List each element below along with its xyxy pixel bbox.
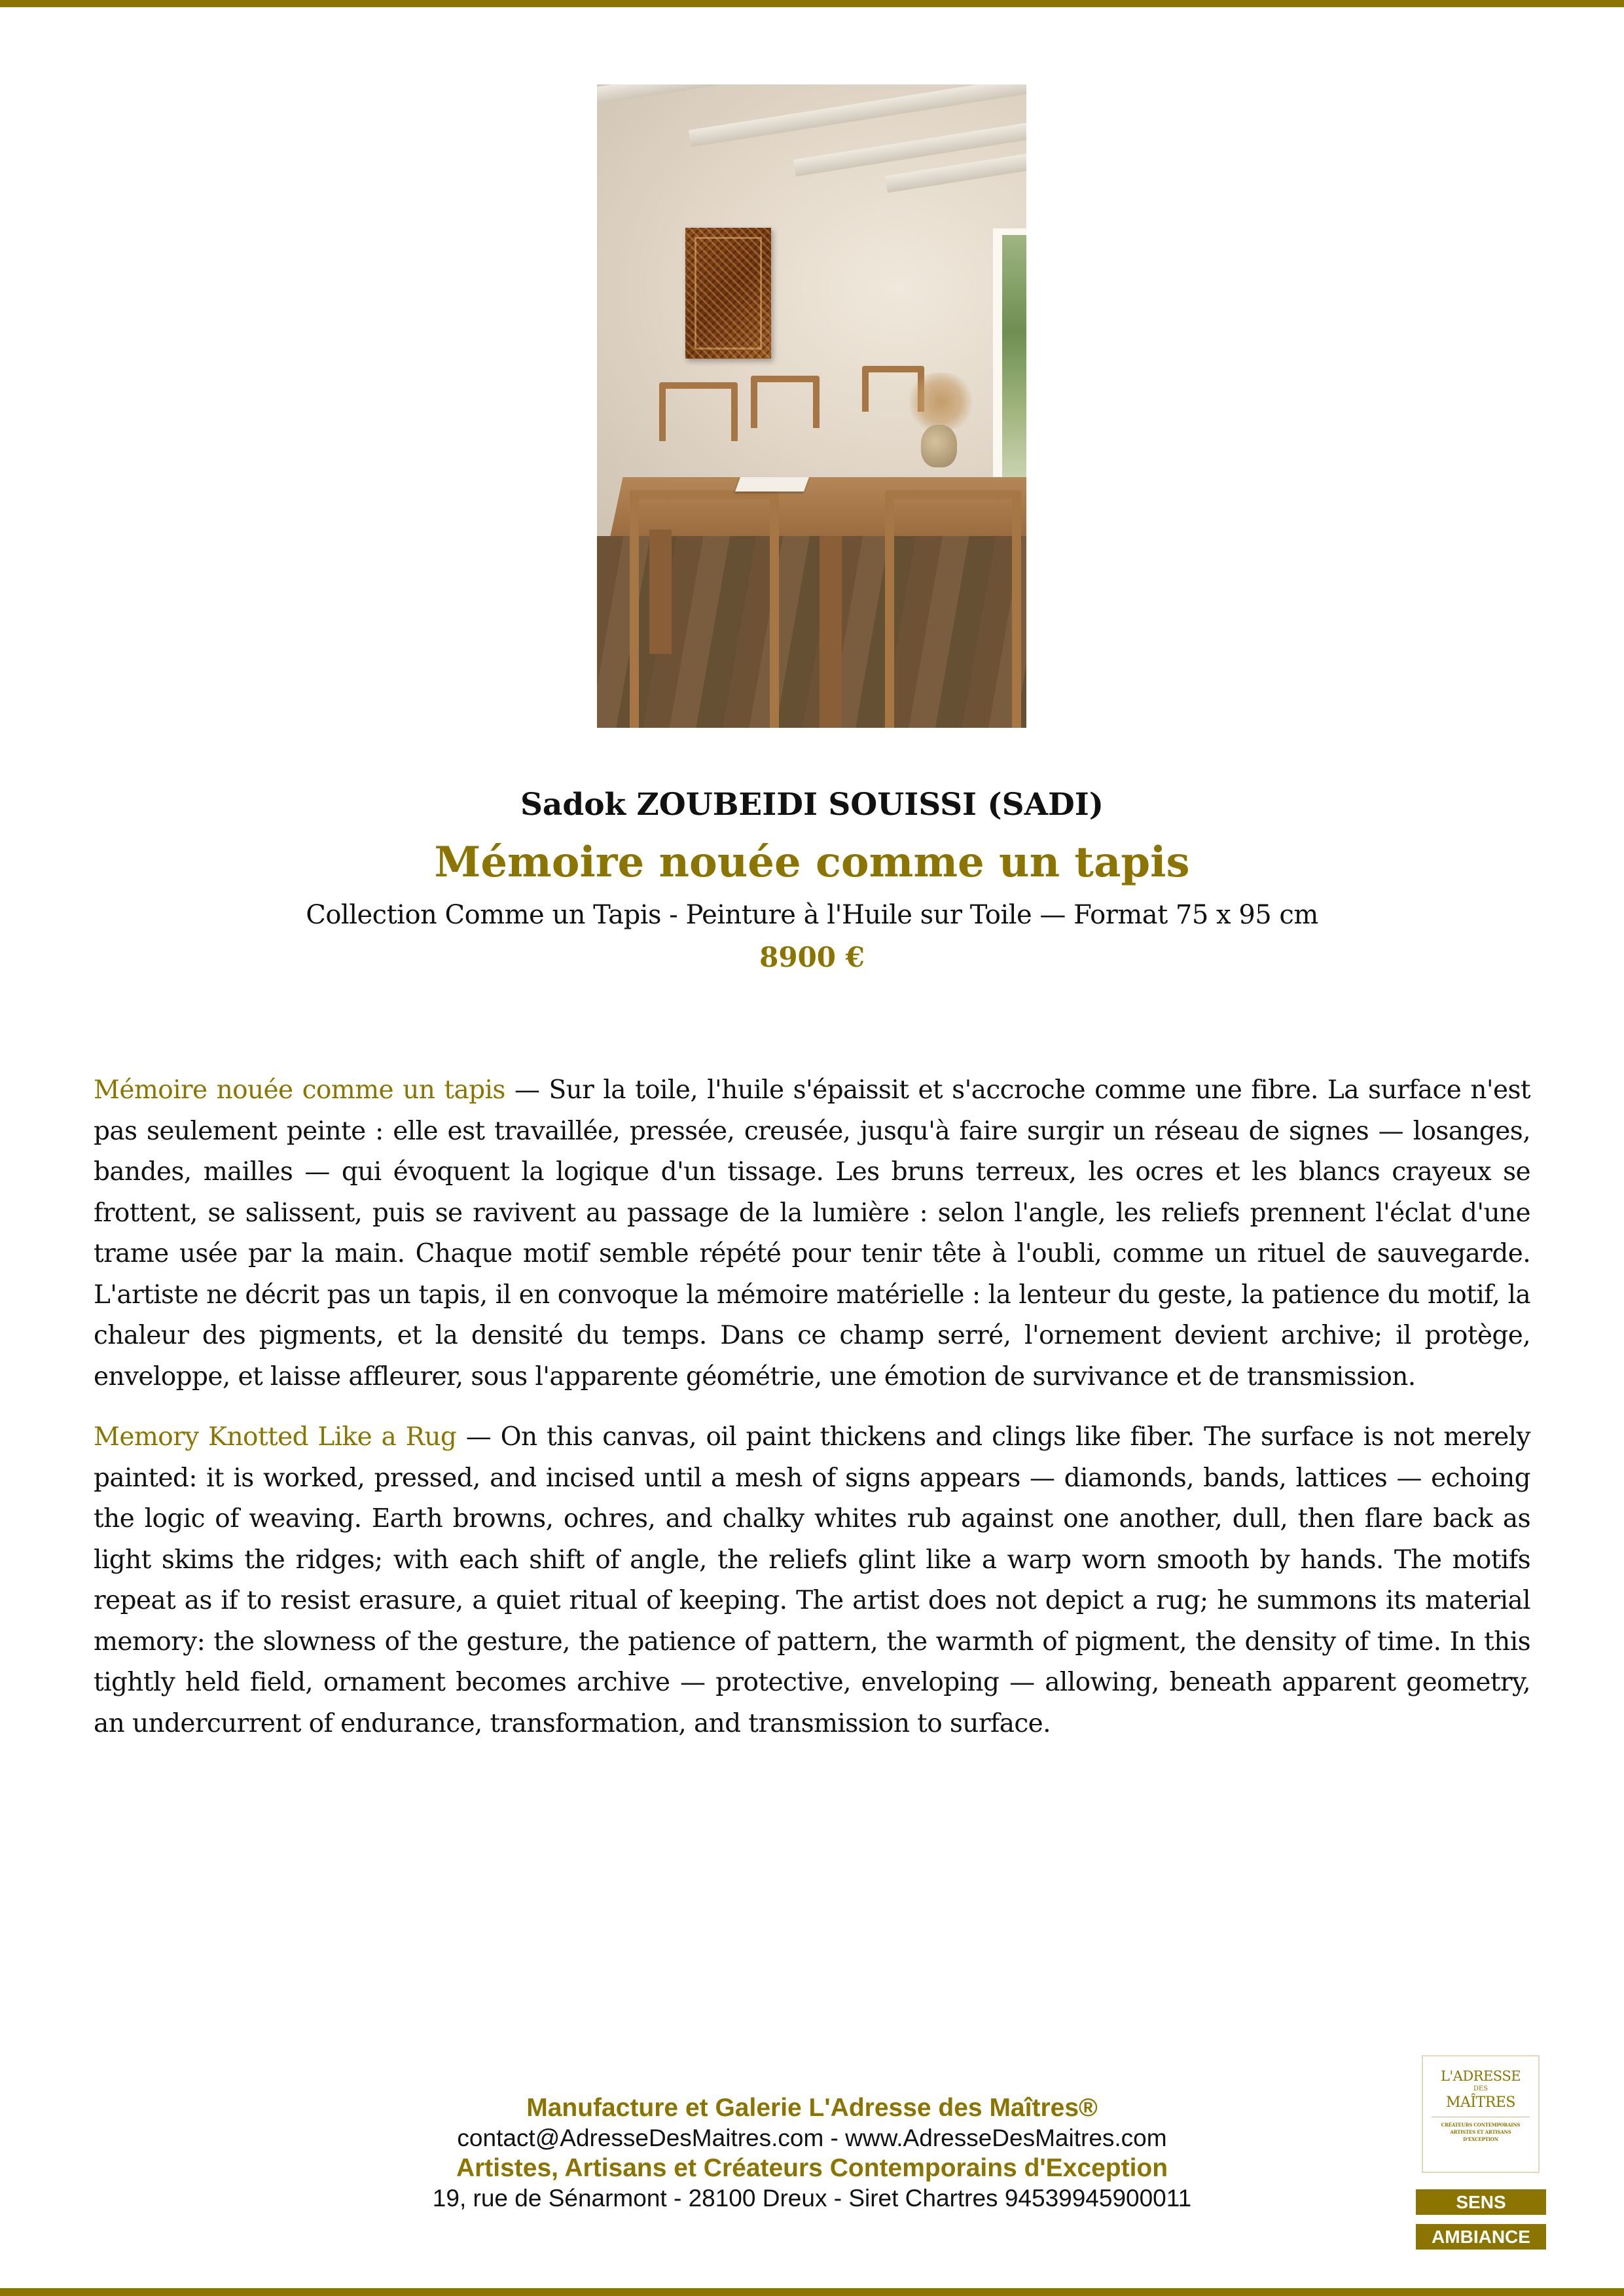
logo-sub-1: CRÉATEURS CONTEMPORAINS (1441, 2122, 1521, 2128)
footer-contact: contact@AdresseDesMaitres.com - www.AdresseDesMaitres.com (457, 2125, 1167, 2151)
description-body (94, 1070, 1530, 1764)
photo-open-book (735, 477, 809, 492)
photo-vase (921, 425, 957, 467)
photo-table-leg (820, 536, 842, 728)
photo-dried-flowers (905, 372, 977, 431)
logo-sub-3: D'EXCEPTION (1463, 2136, 1498, 2142)
artwork-header (0, 779, 1624, 979)
footer-address: 19, rue de Sénarmont - 28100 Dreux - Siret Chartres 94539945900011 (432, 2185, 1192, 2212)
photo-chair (630, 490, 779, 728)
photo-window (993, 228, 1026, 490)
description-english (94, 1417, 1530, 1744)
description-english-text: — On this canvas, oil paint thickens and clings like fiber. The surface is not merely painted: it is worked, pressed, and incised until a mesh of signs appears — diamonds, bands, lattices — echoing the logic of weaving. Earth browns, ochres, and chalky whites rub against one another, dull, then flare back as light skims the ridges; with each shift of angle, the reliefs glint like a warp worn smooth by hands. The motifs repeat as if to resist erasure, a quiet ritual of keeping. The artist does not depict a rug; he summons its material memory: the slowness of the gesture, the patience of pattern, the warmth of pigment, the density of time. In this tightly held field, ornament becomes archive — protective, enveloping — allowing, beneath apparent geometry, an undercurrent of endurance, transformation, and transmission to surface. (94, 1422, 1530, 1738)
footer-company: Manufacture et Galerie L'Adresse des Maîtres® (526, 2094, 1098, 2122)
logo-line-2: DES (1473, 2085, 1489, 2092)
description-english-lead: Memory Knotted Like a Rug (94, 1422, 457, 1452)
logo-line-3: MAÎTRES (1446, 2094, 1515, 2111)
gallery-logo (1422, 2055, 1540, 2173)
footer (0, 2093, 1624, 2214)
top-accent-bar (0, 0, 1624, 7)
tag-sens: SENS (1416, 2189, 1546, 2215)
artwork-details: Collection Comme un Tapis - Peinture à l'Huile sur Toile — Format 75 x 95 cm (306, 900, 1318, 930)
painting-on-wall (685, 228, 771, 359)
artwork-photo (597, 84, 1026, 728)
description-french-text: — Sur la toile, l'huile s'épaissit et s'accroche comme une fibre. La surface n'est pas seulement peinte : elle est travaillée, pressée, creusée, jusqu'à faire surgir un réseau de signes — losanges, bandes, mailles — qui évoquent la logique d'un tissage. Les bruns terreux, les ocres et les blancs crayeux se frottent, se salissent, puis se ravivent au passage de la lumière : selon l'angle, les reliefs prennent l'éclat d'une trame usée par la main. Chaque motif semble répété pour tenir tête à l'oubli, comme un rituel de sauvegarde. L'artiste ne décrit pas un tapis, il en convoque la mémoire matérielle : la lenteur du geste, la patience du motif, la chaleur des pigments, et la densité du temps. Dans ce champ serré, l'ornement devient archive; il protège, enveloppe, et laisse affleurer, sous l'apparente géométrie, une émotion de survivance et de transmission. (94, 1075, 1530, 1391)
artwork-title: Mémoire nouée comme un tapis (434, 838, 1190, 887)
artist-name: Sadok ZOUBEIDI SOUISSI (SADI) (520, 787, 1104, 823)
photo-chair (885, 490, 1021, 728)
photo-chair (751, 376, 820, 428)
photo-chair (659, 382, 738, 441)
footer-tagline: Artistes, Artisans et Créateurs Contemporains d'Exception (456, 2154, 1168, 2182)
photo-wall (597, 84, 1026, 536)
description-french (94, 1070, 1530, 1397)
logo-line-1: L'ADRESSE (1440, 2068, 1521, 2084)
artwork-price: 8900 € (759, 941, 865, 973)
tag-ambiance: AMBIANCE (1416, 2224, 1546, 2250)
description-french-lead: Mémoire nouée comme un tapis (94, 1075, 505, 1105)
logo-sub-2: ARTISTES ET ARTISANS (1450, 2129, 1511, 2135)
bottom-accent-bar (0, 2288, 1624, 2296)
